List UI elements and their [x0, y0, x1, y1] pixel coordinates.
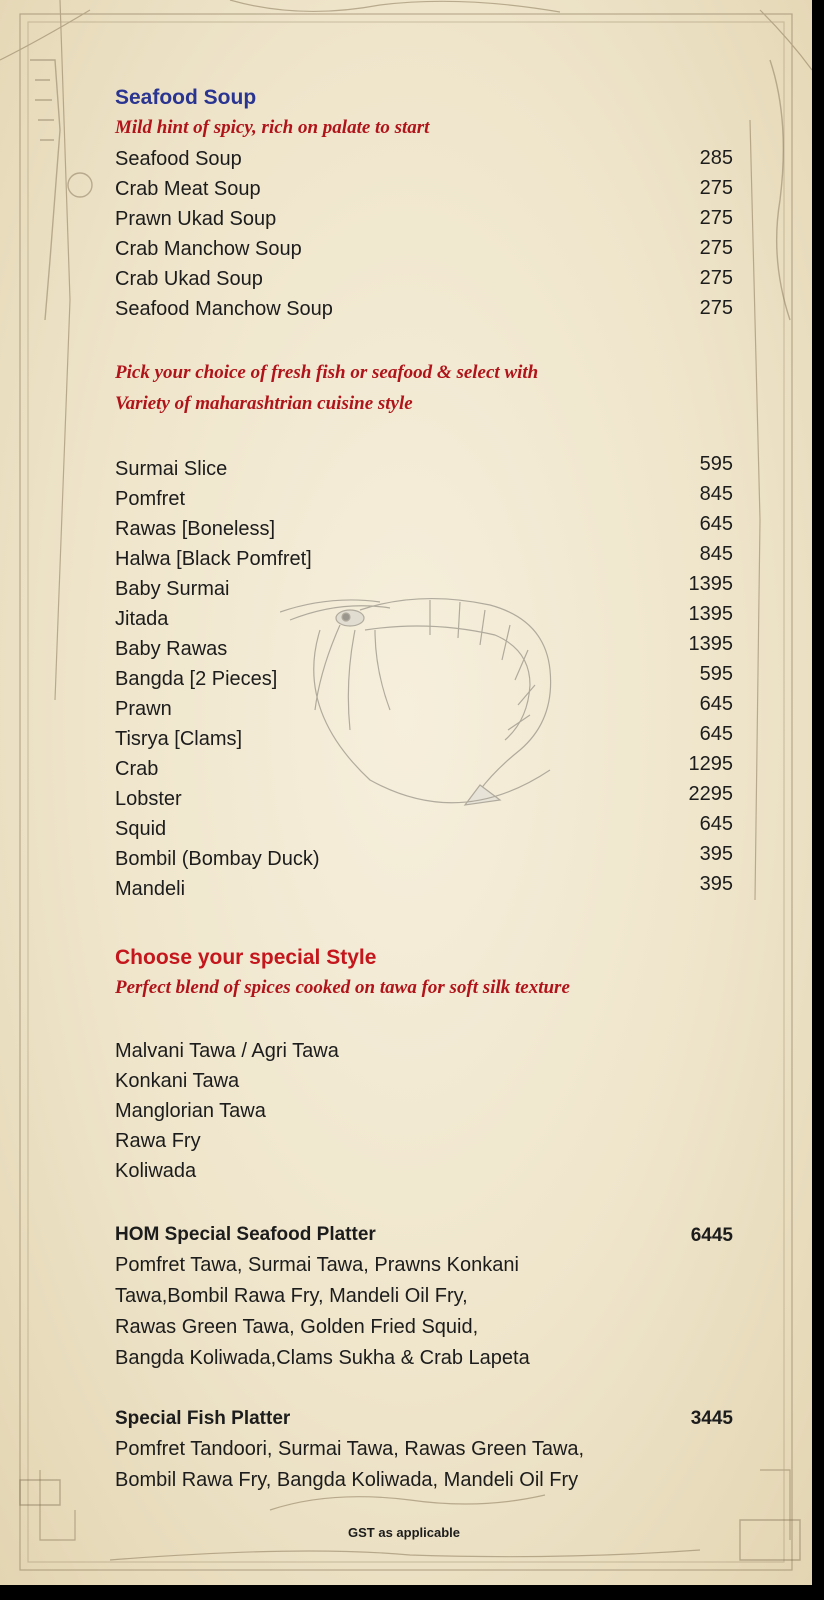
- prawn-illustration-icon: [280, 590, 580, 810]
- menu-item-price: 285: [699, 147, 733, 169]
- menu-item-name: Rawas [Boneless]: [115, 518, 276, 540]
- menu-item-price: 645: [699, 693, 733, 715]
- menu-item-price: 2295: [688, 783, 733, 805]
- platter-1-price: 6445: [690, 1225, 733, 1246]
- menu-item-price: 845: [699, 543, 733, 565]
- menu-item-name: Bombil (Bombay Duck): [115, 848, 320, 870]
- menu-item-name: Halwa [Black Pomfret]: [115, 548, 312, 570]
- menu-item-name: Surmai Slice: [115, 458, 228, 480]
- platter-1-description-line: Tawa,Bombil Rawa Fry, Mandeli Oil Fry,: [115, 1285, 468, 1307]
- menu-item-price: 645: [699, 813, 733, 835]
- platter-2-title: Special Fish Platter: [115, 1408, 291, 1429]
- menu-item-name: Pomfret: [115, 488, 186, 510]
- menu-item-price: 595: [699, 663, 733, 685]
- menu-item-price: 1395: [688, 633, 733, 655]
- menu-item-name: Crab Manchow Soup: [115, 238, 302, 260]
- fish-intro-line-2: Variety of maharashtrian cuisine style: [115, 393, 413, 414]
- menu-item-price: 275: [699, 297, 733, 319]
- style-option: Koliwada: [115, 1160, 197, 1182]
- gst-note: GST as applicable: [348, 1525, 460, 1540]
- platter-1-title: HOM Special Seafood Platter: [115, 1224, 376, 1245]
- menu-item-price: 395: [699, 873, 733, 895]
- menu-item-price: 1395: [688, 603, 733, 625]
- menu-item-name: Crab Meat Soup: [115, 178, 261, 200]
- menu-item-name: Tisrya [Clams]: [115, 728, 243, 750]
- platter-1-description-line: Bangda Koliwada,Clams Sukha & Crab Lapeta: [115, 1347, 530, 1369]
- platter-2-description-line: Bombil Rawa Fry, Bangda Koliwada, Mandeli Oil Fry: [115, 1469, 579, 1491]
- platter-2-price: 3445: [690, 1408, 733, 1429]
- menu-item-price: 275: [699, 237, 733, 259]
- fish-intro-line-1: Pick your choice of fresh fish or seafood & select with: [115, 362, 539, 383]
- menu-item-name: Jitada: [115, 608, 169, 630]
- menu-item-name: Squid: [115, 818, 167, 840]
- menu-item-name: Crab Ukad Soup: [115, 268, 263, 290]
- style-option: Malvani Tawa / Agri Tawa: [115, 1040, 339, 1062]
- menu-item-name: Seafood Soup: [115, 148, 242, 170]
- menu-item-price: 595: [699, 453, 733, 475]
- style-option: Rawa Fry: [115, 1130, 201, 1152]
- menu-item-price: 275: [699, 177, 733, 199]
- menu-item-name: Lobster: [115, 788, 182, 810]
- menu-item-name: Crab: [115, 758, 159, 780]
- menu-item-price: 645: [699, 723, 733, 745]
- menu-item-price: 845: [699, 483, 733, 505]
- menu-item-price: 1295: [688, 753, 733, 775]
- soup-section-subtitle: Mild hint of spicy, rich on palate to start: [115, 117, 430, 138]
- menu-item-price: 1395: [688, 573, 733, 595]
- menu-item-price: 395: [699, 843, 733, 865]
- menu-item-name: Prawn: [115, 698, 172, 720]
- platter-1-description-line: Rawas Green Tawa, Golden Fried Squid,: [115, 1316, 479, 1338]
- style-section-subtitle: Perfect blend of spices cooked on tawa for soft silk texture: [115, 977, 570, 998]
- platter-1-description-line: Pomfret Tawa, Surmai Tawa, Prawns Konkani: [115, 1254, 519, 1276]
- style-section-title: Choose your special Style: [115, 946, 377, 969]
- menu-item-price: 275: [699, 207, 733, 229]
- menu-item-name: Baby Rawas: [115, 638, 228, 660]
- menu-item-name: Baby Surmai: [115, 578, 230, 600]
- menu-item-name: Prawn Ukad Soup: [115, 208, 277, 230]
- menu-item-name: Bangda [2 Pieces]: [115, 668, 278, 690]
- menu-item-price: 275: [699, 267, 733, 289]
- style-option: Konkani Tawa: [115, 1070, 240, 1092]
- soup-section-title: Seafood Soup: [115, 86, 257, 109]
- style-option: Manglorian Tawa: [115, 1100, 266, 1122]
- platter-2-description-line: Pomfret Tandoori, Surmai Tawa, Rawas Green Tawa,: [115, 1438, 585, 1460]
- menu-item-name: Mandeli: [115, 878, 186, 900]
- menu-item-name: Seafood Manchow Soup: [115, 298, 333, 320]
- menu-item-price: 645: [699, 513, 733, 535]
